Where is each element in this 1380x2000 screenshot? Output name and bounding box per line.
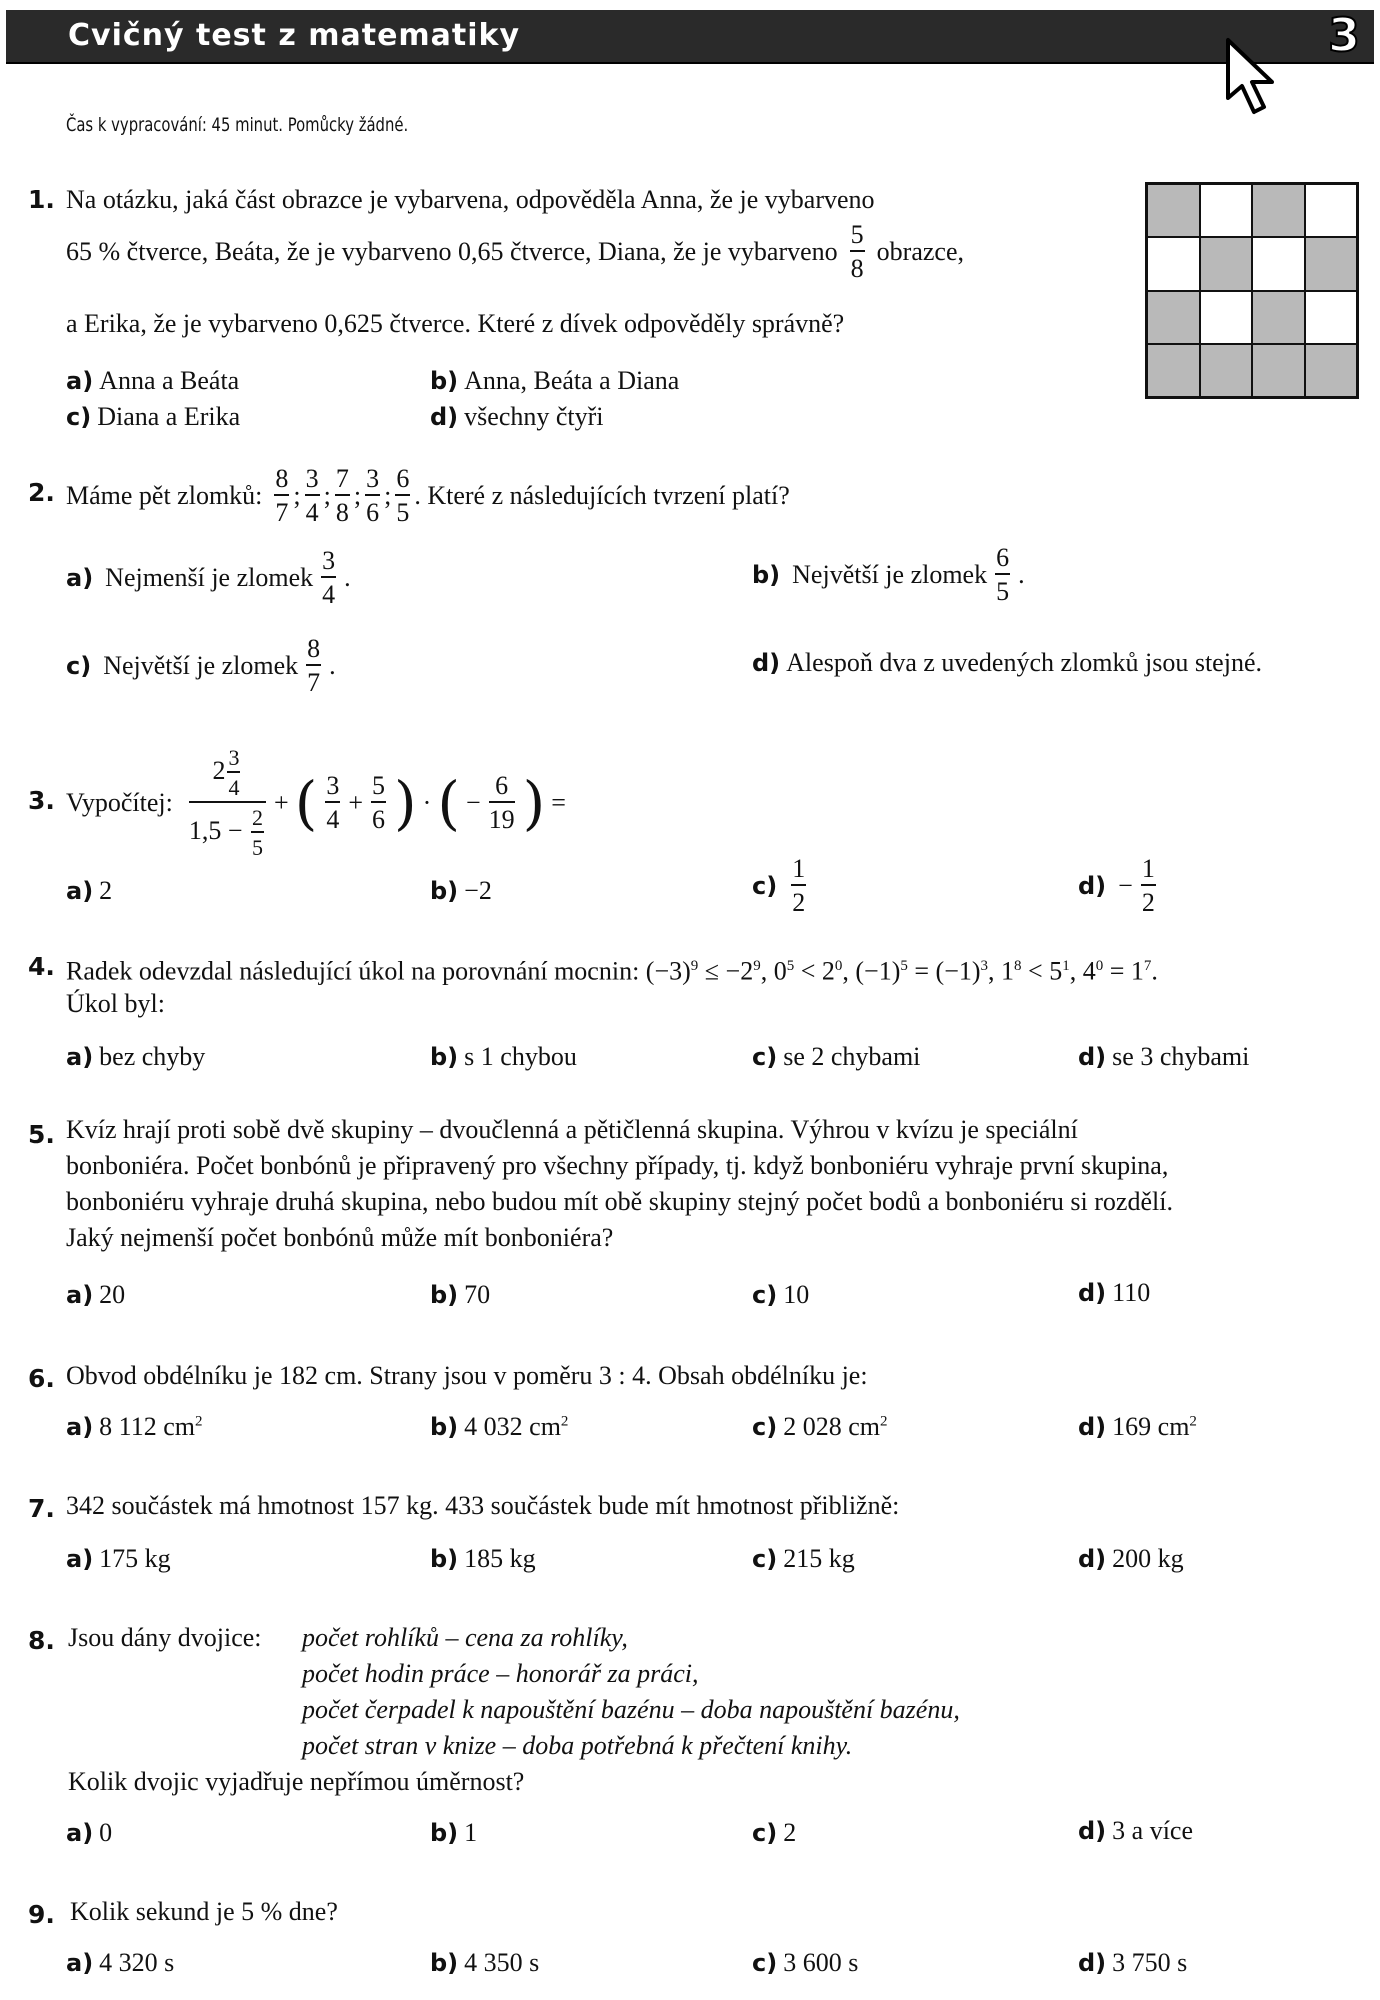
- equals-sign: =: [551, 788, 566, 817]
- answer-option[interactable]: [1078, 1412, 1197, 1442]
- numerator: 8: [306, 636, 321, 666]
- numerator: 5: [371, 773, 386, 803]
- option-text: s 1 chybou: [464, 1042, 577, 1071]
- answer-option[interactable]: [66, 1280, 125, 1310]
- option-text: 200 kg: [1112, 1544, 1184, 1573]
- paren: ): [394, 769, 417, 837]
- fraction: [791, 856, 806, 916]
- option-text: 2: [783, 1818, 797, 1847]
- option-letter: b): [430, 1043, 459, 1071]
- option-letter: b): [430, 1413, 459, 1441]
- answer-option[interactable]: [66, 1544, 171, 1574]
- answer-option[interactable]: [1078, 1042, 1249, 1072]
- q1-text: 65 % čtverce, Beáta, že je vybarveno 0,65 čtverce, Diana, že je vybarveno: [66, 237, 838, 266]
- option-letter: c): [752, 1545, 778, 1573]
- option-text: Diana a Erika: [97, 402, 241, 431]
- numerator: 3: [365, 466, 380, 496]
- answer-option[interactable]: [752, 648, 1262, 678]
- answer-option[interactable]: [752, 1042, 920, 1072]
- intro-text: Čas k vypracování: 45 minut. Pomůcky žádné.: [66, 114, 409, 136]
- fraction: [365, 466, 380, 526]
- paren: ): [522, 769, 546, 837]
- answer-option[interactable]: [430, 1042, 577, 1072]
- answer-option[interactable]: [430, 1280, 490, 1310]
- option-letter: b): [752, 561, 781, 589]
- option-letter: a): [66, 1545, 94, 1573]
- answer-option[interactable]: [430, 1412, 568, 1442]
- header-bar: [6, 10, 1374, 64]
- option-text: 110: [1112, 1278, 1151, 1307]
- minus-sign: −: [465, 788, 481, 817]
- q8-pair: počet rohlíků – cena za rohlíky,: [302, 1623, 628, 1652]
- unit: cm: [848, 1412, 880, 1441]
- option-text: všechny čtyři: [464, 402, 604, 431]
- unit: cm: [1157, 1412, 1190, 1441]
- q8-pair: počet čerpadel k napouštění bazénu – doba napouštění bazénu,: [302, 1695, 960, 1724]
- answer-option[interactable]: [752, 1818, 796, 1848]
- denominator: [189, 803, 266, 859]
- option-letter: a): [66, 877, 94, 905]
- option-text: Anna a Beáta: [99, 366, 240, 395]
- answer-option[interactable]: [66, 402, 240, 432]
- denominator: 4: [305, 498, 319, 527]
- option-text: 0: [99, 1818, 113, 1847]
- unit: cm: [529, 1412, 561, 1441]
- option-text: Alespoň dva z uvedených zlomků jsou stejné.: [786, 648, 1262, 677]
- q5-text-line: bonboniéra. Počet bonbónů je připravený pro všechny případy, tj. když bonboniéru vyhraje první skupina,: [66, 1151, 1169, 1180]
- q9-text-line: Kolik sekund je 5 % dne?: [70, 1897, 338, 1926]
- fraction: [335, 466, 350, 526]
- option-text: 169: [1112, 1412, 1152, 1441]
- q6-text-line: Obvod obdélníku je 182 cm. Strany jsou v poměru 3 : 4. Obsah obdélníku je:: [66, 1361, 868, 1390]
- fraction: [274, 466, 289, 526]
- page-title: Cvičný test z matematiky: [68, 18, 521, 53]
- denominator: 5: [396, 498, 410, 527]
- answer-option[interactable]: a) Nejmenší je zlomek $\frac{3}{4}$ .: [66, 546, 351, 609]
- option-text: 1: [464, 1818, 478, 1847]
- grid-cell-shaded: [1200, 344, 1253, 397]
- q4-text-line: Radek odevzdal následující úkol na porovnání mocnin: $(-3)^9 \le -2^9$, $0^5 < 2^0$, $(-1)^5 = (-1)^3$, $1^8 < 5^1$, $4^0 = 1^7$.: [66, 956, 1158, 986]
- grid-cell-shaded: [1147, 344, 1200, 397]
- option-letter: a): [66, 1819, 94, 1847]
- option-letter: b): [430, 1949, 459, 1977]
- question-number: 7.: [28, 1494, 55, 1523]
- mixed-whole: 2: [212, 755, 226, 785]
- unit-exponent: 2: [1189, 1413, 1197, 1430]
- option-letter: a): [66, 1043, 94, 1071]
- grid-cell-shaded: [1252, 291, 1305, 344]
- option-letter: d): [1078, 1043, 1107, 1071]
- q5-text-line: bonboniéru vyhraje druhá skupina, nebo budou mít obě skupiny stejný počet bodů a bonboniéru si rozdělí.: [66, 1187, 1173, 1216]
- option-letter: b): [430, 1545, 459, 1573]
- q7-text-line: 342 součástek má hmotnost 157 kg. 433 součástek bude mít hmotnost přibližně:: [66, 1491, 900, 1520]
- option-letter: a): [66, 564, 94, 592]
- complex-fraction: [189, 747, 266, 859]
- numerator: 3: [227, 747, 240, 773]
- answer-option[interactable]: [430, 1818, 477, 1848]
- numerator: 7: [335, 466, 350, 496]
- option-text: 4 320 s: [99, 1948, 175, 1977]
- den-lead: 1,5 −: [188, 815, 243, 845]
- q1-text-line: Na otázku, jaká část obrazce je vybarvena, odpověděla Anna, že je vybarveno: [66, 185, 875, 214]
- answer-option[interactable]: [1078, 1278, 1150, 1308]
- denominator: 7: [307, 668, 321, 697]
- denominator: 2: [792, 888, 806, 917]
- question-number: 8.: [28, 1626, 55, 1655]
- option-letter: c): [752, 1949, 778, 1977]
- fraction: [850, 222, 865, 282]
- option-text: 185 kg: [464, 1544, 536, 1573]
- option-text: Největší je zlomek: [792, 560, 988, 589]
- question-number: 5.: [28, 1120, 55, 1149]
- answer-option[interactable]: [66, 876, 112, 906]
- option-text: 2: [99, 876, 113, 905]
- paren: (: [294, 769, 318, 837]
- grid-cell-blank: [1305, 184, 1358, 237]
- option-text: bez chyby: [99, 1042, 206, 1071]
- q2-tail: . Které z následujících tvrzení platí?: [414, 481, 790, 510]
- option-text: 3 750 s: [1112, 1948, 1188, 1977]
- chapter-number: 3: [1327, 8, 1360, 62]
- grid-cell-shaded: [1147, 291, 1200, 344]
- option-text: 20: [99, 1280, 126, 1309]
- q4-text-line: Úkol byl:: [66, 989, 165, 1018]
- unit: cm: [163, 1412, 195, 1441]
- option-letter: c): [752, 1819, 778, 1847]
- q8-pair: počet hodin práce – honorář za práci,: [302, 1659, 699, 1688]
- q4-text: Radek odevzdal následující úkol na porovnání mocnin:: [66, 956, 640, 986]
- fraction: [371, 773, 386, 833]
- grid-cell-shaded: [1147, 184, 1200, 237]
- denominator: 6: [366, 498, 380, 527]
- unit-exponent: 2: [194, 1413, 203, 1430]
- denominator: 5: [252, 835, 264, 860]
- option-text: 4 032: [464, 1412, 523, 1441]
- q1-text-line: [66, 222, 964, 282]
- unit-exponent: 2: [560, 1413, 569, 1430]
- answer-option[interactable]: [752, 1280, 809, 1310]
- plus-sign: +: [348, 788, 364, 817]
- option-letter: d): [1078, 1817, 1107, 1845]
- option-text: Anna, Beáta a Diana: [464, 366, 680, 395]
- option-text: 4 350 s: [464, 1948, 540, 1977]
- numerator: 3: [325, 773, 340, 803]
- answer-option[interactable]: [66, 366, 239, 396]
- fraction: [227, 747, 240, 799]
- unit-exponent: 2: [879, 1413, 888, 1430]
- answer-option[interactable]: [1078, 856, 1158, 916]
- answer-option[interactable]: [752, 1948, 858, 1978]
- grid-cell-blank: [1200, 184, 1253, 237]
- numerator: 6: [489, 773, 515, 803]
- numerator: 1: [791, 856, 806, 886]
- fraction: [251, 807, 264, 859]
- q3-lead: Vypočítej:: [66, 788, 173, 817]
- answer-option[interactable]: [66, 1818, 112, 1848]
- answer-option[interactable]: [430, 876, 492, 906]
- answer-option[interactable]: [430, 1544, 536, 1574]
- numerator: 3: [321, 548, 336, 578]
- grid-cell-shaded: [1252, 344, 1305, 397]
- denominator: 7: [275, 498, 289, 527]
- option-text: −2: [464, 876, 492, 905]
- cursor-arrow-icon: [1224, 36, 1284, 116]
- option-text: 3 a více: [1112, 1816, 1193, 1845]
- fraction: [325, 773, 340, 833]
- q5-text-line: Kvíz hrají proti sobě dvě skupiny – dvoučlenná a pětičlenná skupina. Výhrou v kvízu je speciální: [66, 1115, 1078, 1144]
- answer-option[interactable]: [752, 856, 808, 916]
- question-number: 4.: [28, 952, 55, 981]
- numerator: 6: [395, 466, 410, 496]
- q2-lead: Máme pět zlomků:: [66, 481, 263, 510]
- option-letter: a): [66, 1413, 94, 1441]
- q2-stem: Máme pět zlomků: $\frac{8}{7}$ ; $\frac{3}{4}$ ; $\frac{7}{8}$ ; $\frac{3}{6}$ ; $\frac{6}{5}$ . Které z následujících tvrzení platí?: [66, 464, 790, 527]
- denominator: 4: [326, 805, 340, 834]
- fraction: [306, 636, 321, 696]
- dot-sign: ·: [422, 788, 432, 817]
- option-letter: b): [430, 1819, 459, 1847]
- option-letter: d): [752, 649, 781, 677]
- q3-expression: [66, 738, 566, 868]
- option-letter: a): [66, 1949, 94, 1977]
- fraction: [321, 548, 336, 608]
- fraction: [995, 545, 1010, 605]
- question-number: 3.: [28, 786, 55, 815]
- option-text: 8 112: [99, 1412, 157, 1441]
- grid-cell-shaded: [1305, 237, 1358, 290]
- option-letter: c): [752, 1413, 778, 1441]
- denominator: 2: [1141, 888, 1155, 917]
- option-letter: c): [66, 403, 92, 431]
- option-letter: b): [430, 367, 459, 395]
- numerator: 1: [1141, 856, 1156, 886]
- answer-option[interactable]: [430, 366, 679, 396]
- option-text: 70: [464, 1280, 491, 1309]
- denominator: 4: [228, 775, 240, 800]
- option-letter: c): [66, 652, 92, 680]
- q8-pair: počet stran v knize – doba potřebná k přečtení knihy.: [302, 1731, 853, 1760]
- answer-option[interactable]: [66, 1412, 202, 1442]
- denominator: 8: [850, 254, 864, 283]
- grid-cell-shaded: [1252, 184, 1305, 237]
- answer-option[interactable]: c) Největší je zlomek $\frac{8}{7}$ .: [66, 634, 336, 697]
- fraction: [489, 773, 515, 833]
- option-letter: d): [1078, 1949, 1107, 1977]
- question-number: 9.: [28, 1900, 55, 1929]
- grid-cell-blank: [1305, 291, 1358, 344]
- option-text: 2 028: [783, 1412, 842, 1441]
- paren: (: [437, 769, 460, 837]
- option-letter: b): [430, 1281, 459, 1309]
- fraction: [305, 466, 320, 526]
- option-letter: c): [752, 872, 778, 900]
- option-text: 175 kg: [99, 1544, 171, 1573]
- grid-cell-blank: [1147, 237, 1200, 290]
- denominator: 19: [488, 805, 515, 834]
- option-letter: c): [752, 1281, 778, 1309]
- answer-option[interactable]: [1078, 1816, 1193, 1846]
- fraction: [1141, 856, 1156, 916]
- q8-lead: Jsou dány dvojice:: [68, 1623, 262, 1652]
- numerator: [189, 747, 266, 803]
- numerator: 3: [305, 466, 320, 496]
- shaded-square-figure: [1145, 182, 1359, 399]
- denominator: 8: [335, 498, 349, 527]
- plus-sign: +: [274, 788, 289, 817]
- numerator: 6: [995, 545, 1010, 575]
- answer-option[interactable]: [66, 1948, 174, 1978]
- grid-cell-shaded: [1305, 344, 1358, 397]
- option-text: Nejmenší je zlomek: [105, 563, 314, 592]
- q5-text-line: Jaký nejmenší počet bonbónů může mít bonboniéra?: [66, 1223, 614, 1252]
- numerator: 2: [251, 807, 264, 833]
- option-text: se 2 chybami: [783, 1042, 921, 1071]
- question-number: 1.: [28, 185, 55, 214]
- option-letter: a): [66, 1281, 94, 1309]
- option-letter: d): [1078, 1279, 1107, 1307]
- grid-cell-shaded: [1200, 237, 1253, 290]
- option-letter: b): [430, 877, 459, 905]
- option-text: Největší je zlomek: [103, 651, 299, 680]
- numerator: 5: [850, 222, 865, 252]
- question-number: 6.: [28, 1364, 55, 1393]
- answer-option[interactable]: [1078, 1544, 1184, 1574]
- option-text: se 3 chybami: [1112, 1042, 1250, 1071]
- q1-text: obrazce,: [876, 237, 964, 266]
- question-number: 2.: [28, 478, 55, 507]
- option-text: 215 kg: [783, 1544, 855, 1573]
- grid-cell-blank: [1200, 291, 1253, 344]
- option-letter: c): [752, 1043, 778, 1071]
- q8-question: Kolik dvojic vyjadřuje nepřímou úměrnost?: [68, 1767, 525, 1796]
- option-text: 10: [783, 1280, 810, 1309]
- answer-option[interactable]: b) Největší je zlomek $\frac{6}{5}$ .: [752, 543, 1025, 606]
- option-text: 3 600 s: [783, 1948, 859, 1977]
- answer-option[interactable]: [752, 1412, 887, 1442]
- numerator: 8: [274, 466, 289, 496]
- fraction: [395, 466, 410, 526]
- option-letter: a): [66, 367, 94, 395]
- minus-sign: −: [1118, 871, 1133, 900]
- answer-option[interactable]: [752, 1544, 855, 1574]
- answer-option[interactable]: [66, 1042, 205, 1072]
- q1-text-line: a Erika, že je vybarveno 0,625 čtverce. Které z dívek odpověděly správně?: [66, 309, 845, 338]
- option-letter: d): [430, 403, 459, 431]
- answer-option[interactable]: [430, 1948, 539, 1978]
- denominator: 5: [996, 577, 1010, 606]
- option-letter: d): [1078, 872, 1107, 900]
- denominator: 6: [372, 805, 386, 834]
- grid-cell-blank: [1252, 237, 1305, 290]
- option-letter: d): [1078, 1413, 1107, 1441]
- option-letter: d): [1078, 1545, 1107, 1573]
- denominator: 4: [322, 580, 336, 609]
- answer-option[interactable]: [1078, 1948, 1187, 1978]
- answer-option[interactable]: [430, 402, 604, 432]
